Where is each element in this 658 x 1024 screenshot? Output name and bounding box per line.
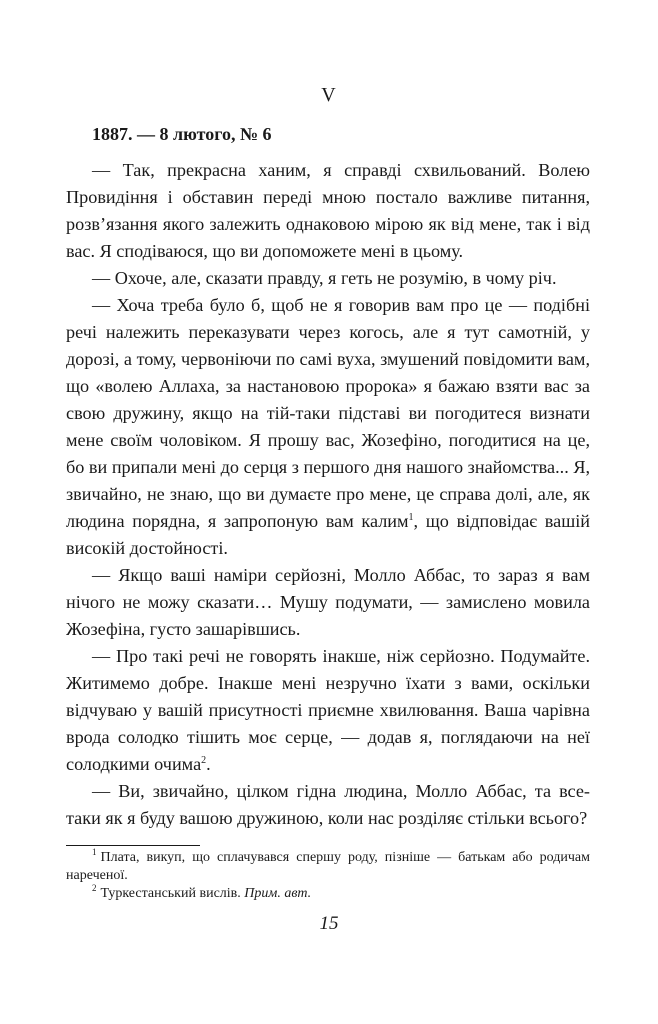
- footnote-ref: 1: [408, 511, 414, 523]
- entry-heading: 1887. — 8 лютого, № 6: [92, 124, 272, 144]
- footnote-text: Туркестанський вислів.: [100, 886, 241, 901]
- footnote-divider: [66, 845, 200, 846]
- page-number: 15: [319, 913, 339, 934]
- paragraph-text: .: [206, 754, 211, 774]
- footnote-number: 1: [92, 847, 97, 858]
- paragraph: — Охоче, але, сказати правду, я геть не розумію, в чому річ.: [92, 268, 557, 288]
- paragraph-text: — Про такі речі не говорять інакше, ніж серйозно. Подумайте. Житимемо добре. Інакше мені незручно їхати з вами, оскільки відчуваю у вашій присутності приємне хвилювання. Ваша чарівна врода солодко тішить моє серце, — додав я, поглядаючи на неї солодкими очима: [66, 646, 590, 774]
- footnote: [66, 885, 590, 903]
- paragraph: — Ви, звичайно, цілком гідна людина, Молло Аббас, та все-таки як я буду вашою дружиною, коли нас розділяє стільки всього?: [66, 781, 590, 828]
- paragraph: — Якщо ваші наміри серйозні, Молло Аббас, то зараз я вам нічого не можу сказати… Мушу подумати, — замислено мовила Жозефіна, густо зашарівшись.: [66, 565, 590, 639]
- footnote-text: Плата, викуп, що сплачувався спершу роду, пізніше — батькам або родичам нареченої.: [66, 850, 590, 883]
- footnote: [66, 849, 590, 885]
- body-text: [66, 157, 590, 832]
- footnotes: [66, 849, 590, 903]
- paragraph: [66, 292, 590, 562]
- paragraph-text: — Хоча треба було б, щоб не я говорив вам про це — подібні речі належить переказувати через когось, але я тут самотній, у дорозі, а тому, червоніючи по самі вуха, змушений повідомити вам, що «волею Аллаха, за настановою пророка» я бажаю взяти вас за свою дружину, якщо на тій-таки підставі ви погодитеся визнати мене своїм чоловіком. Я прошу вас, Жозефіно, погодитися на це, бо ви припали мені до серця з першого дня нашого знайомства... Я, звичайно, не знаю, що ви думаєте про мене, це справа долі, але, як людина порядна, я запропоную вам калим: [66, 295, 590, 531]
- footnote-ref: 2: [201, 754, 207, 766]
- chapter-numeral: V: [321, 84, 337, 106]
- author-note: Прим. авт.: [244, 886, 312, 901]
- paragraph-text: , що відповідає вашій високій достойності.: [66, 511, 590, 558]
- paragraph: — Так, прекрасна ханим, я справді схвильований. Волею Провидіння і обставин переді мною постало важливе питання, розв’язання якого залежить однаковою мірою як від мене, так і від вас. Я сподіваюся, що ви допоможете мені в цьому.: [66, 160, 590, 261]
- paragraph: [66, 643, 590, 778]
- footnote-number: 2: [92, 883, 97, 894]
